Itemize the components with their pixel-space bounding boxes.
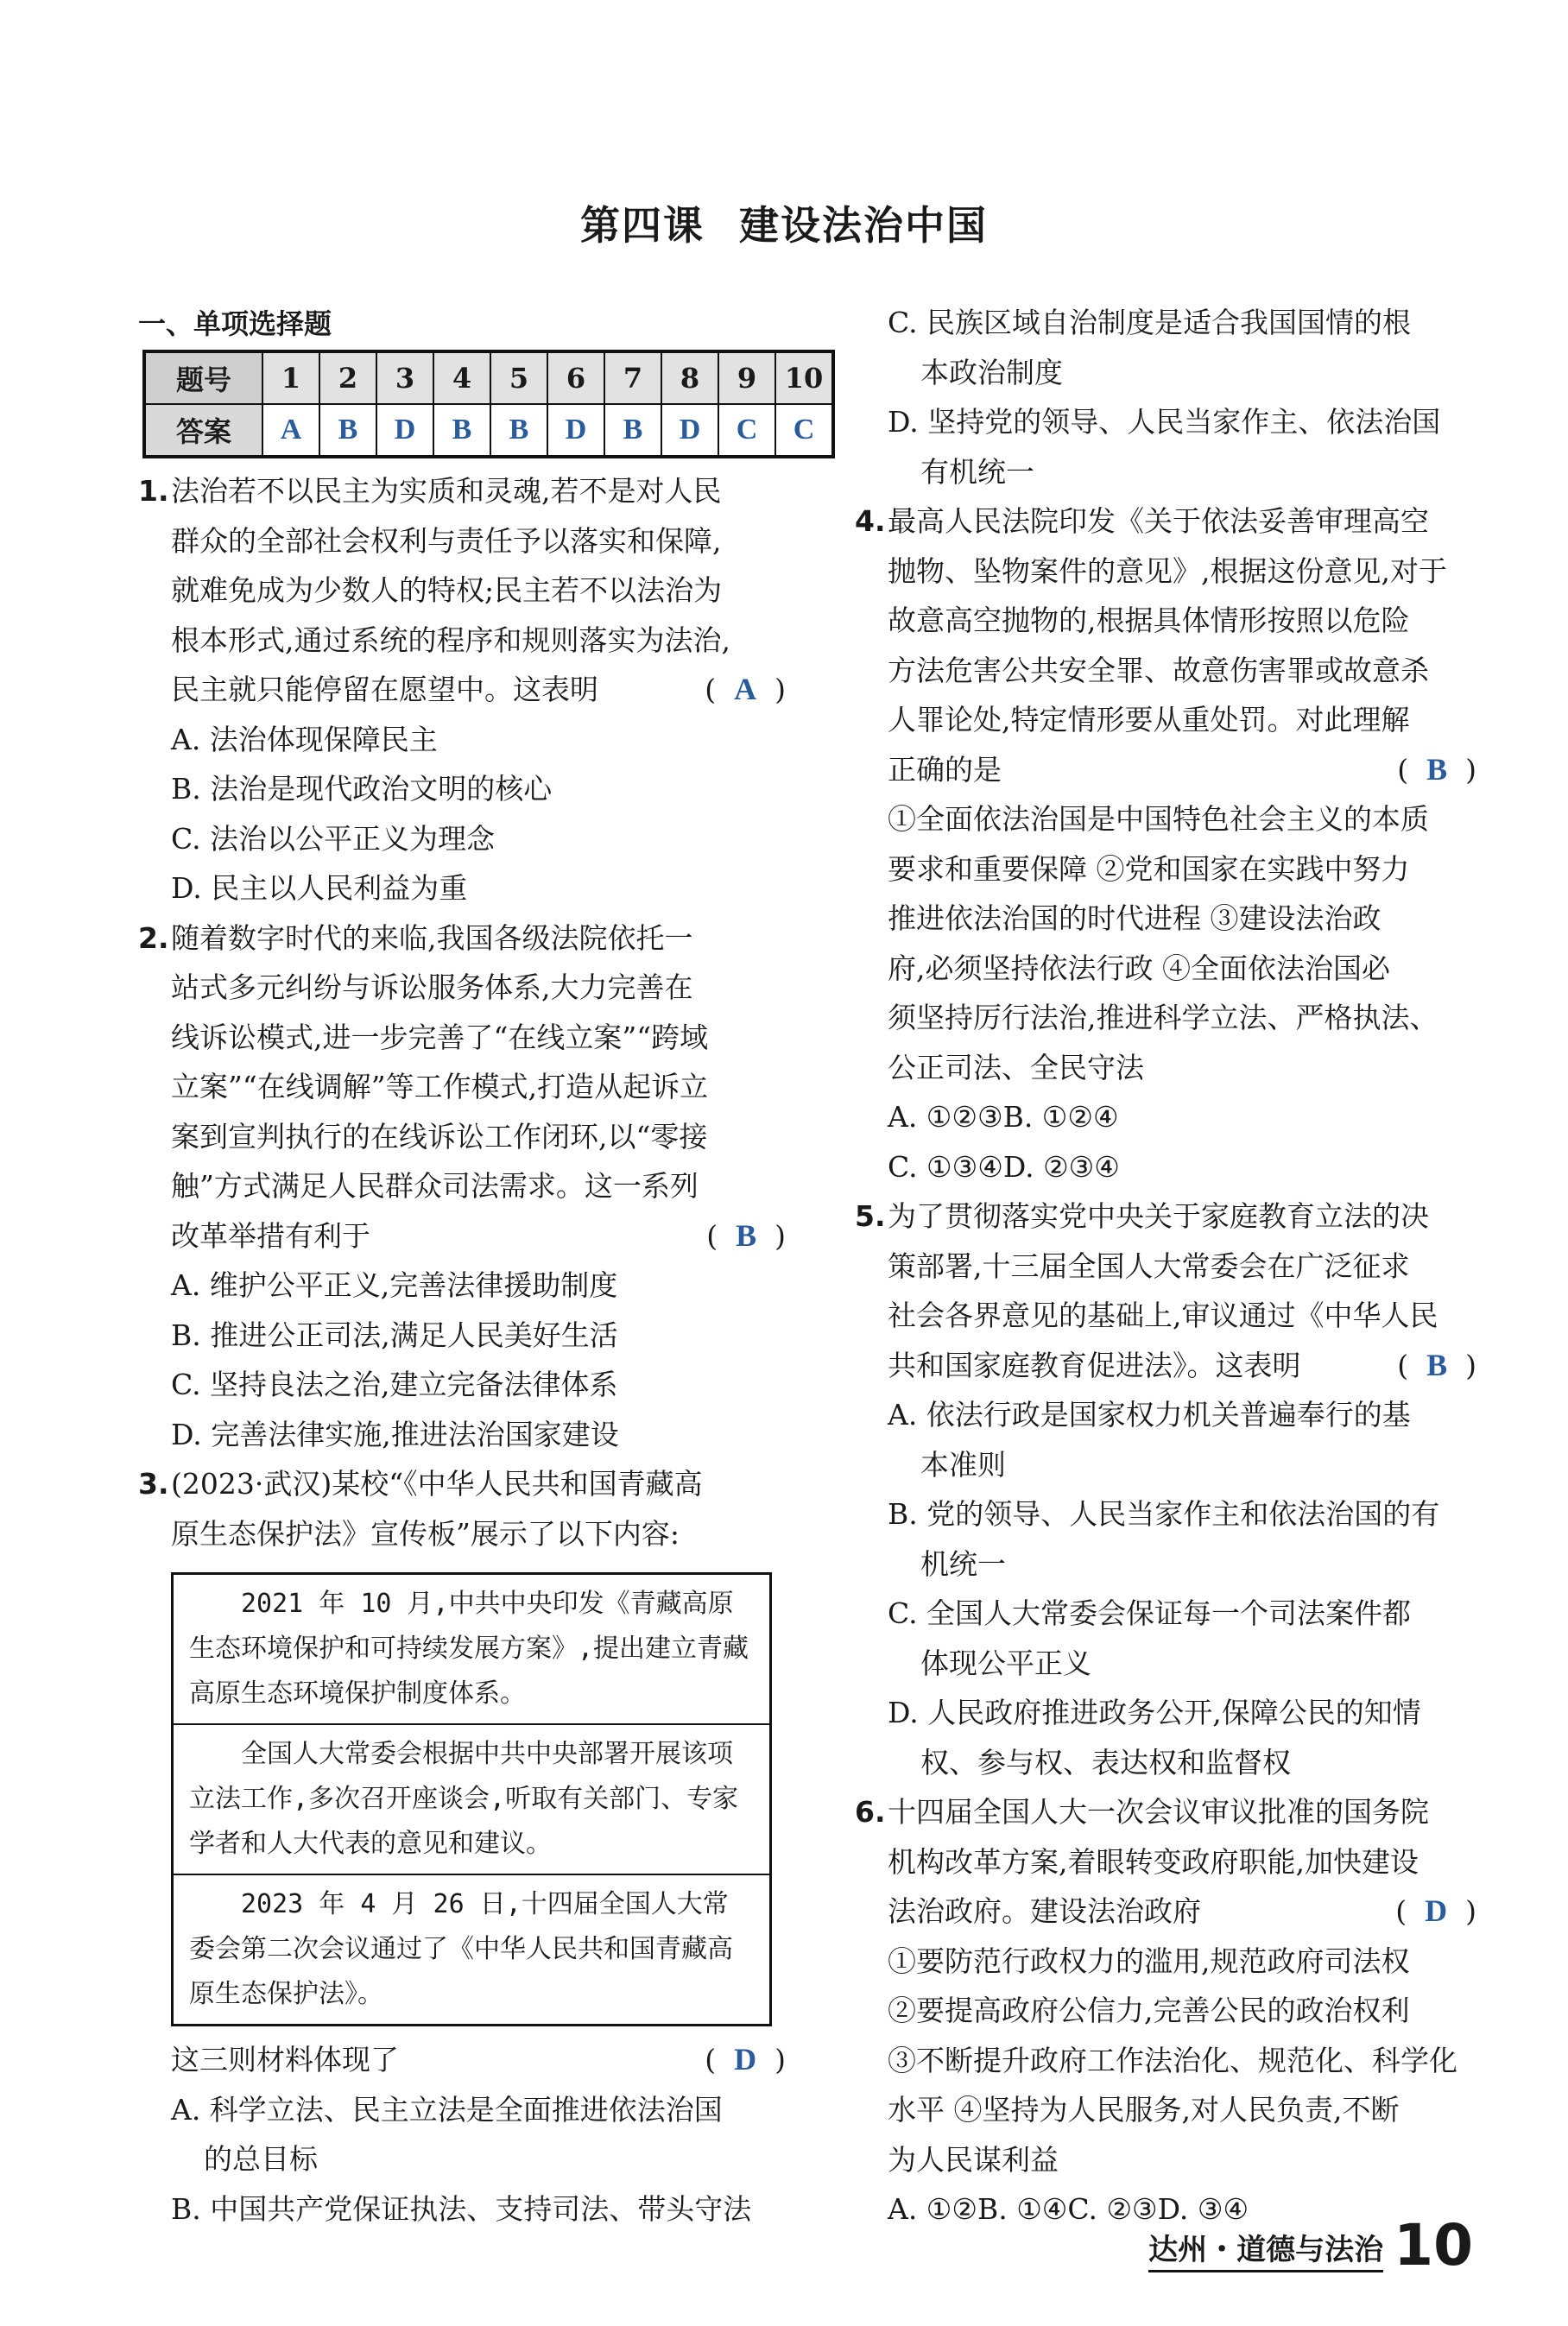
question-text-line: 策部署,十三届全国人大常委会在广泛征求 <box>888 1248 1410 1283</box>
question-text-line: (2023·武汉)某校“《中华人民共和国青藏高 <box>171 1467 703 1501</box>
option-continued: 机统一 <box>920 1546 1006 1581</box>
answer-mark: B <box>736 1217 757 1253</box>
answer-cell: D <box>376 404 433 457</box>
table-cell: 2 <box>319 351 376 404</box>
answer-parenthesis: ( B ) <box>1397 1347 1476 1382</box>
option-continued: 有机统一 <box>920 454 1034 489</box>
statement-line: 推进依法治国的时代进程 ③建设法治政 <box>888 901 1381 935</box>
question-text-line: 触”方式满足人民群众司法需求。这一系列 <box>171 1169 699 1203</box>
question-2 <box>138 913 786 1460</box>
left-column <box>138 466 786 2234</box>
question-text-line: 原生态保护法》宣传板”展示了以下内容: <box>171 1516 680 1551</box>
question-text: 法治政府。建设法治政府 <box>888 1894 1201 1928</box>
option: D. ③④ <box>1157 2192 1249 2226</box>
table-cell: 1 <box>262 351 319 404</box>
page-title <box>0 194 1568 251</box>
statement-line: ③不断提升政府工作法治化、规范化、科学化 <box>888 2043 1457 2077</box>
option: A. 法治体现保障民主 <box>171 722 438 756</box>
question-4 <box>855 496 1476 1191</box>
question-text-line <box>171 1211 786 1261</box>
answer-cell: B <box>433 404 490 457</box>
question-text-line: 案到宣判执行的在线诉讼工作闭环,以“零接 <box>171 1119 708 1154</box>
question-text-line: 机构改革方案,着眼转变政府职能,加快建设 <box>888 1844 1419 1879</box>
question-6 <box>855 1787 1476 2234</box>
question-number: 4. <box>855 504 886 538</box>
answer-cell: D <box>661 404 718 457</box>
option: C. 法治以公平正义为理念 <box>171 821 496 856</box>
statement-line: ①全面依法治国是中国特色社会主义的本质 <box>888 802 1429 836</box>
question-text-line: 为了贯彻落实党中央关于家庭教育立法的决 <box>888 1199 1429 1233</box>
statement-line: 须坚持厉行法治,推进科学立法、严格执法、 <box>888 1001 1438 1034</box>
question-text: 这三则材料体现了 <box>171 2043 399 2076</box>
option: A. 科学立法、民主立法是全面推进依法治国 <box>171 2092 723 2127</box>
footer-subject: 达州・道德与法治 <box>1148 2226 1383 2272</box>
lesson-number: 第四课 <box>580 202 705 249</box>
answer-table-number-row <box>144 351 833 404</box>
option: B. ①④ <box>977 2192 1068 2226</box>
answer-parenthesis: ( B ) <box>1397 751 1476 787</box>
material-item: 2021 年 10 月,中共中央印发《青藏高原生态环境保护和可持续发展方案》,提出建立青藏高原生态环境保护制度体系。 <box>174 1575 769 1725</box>
answer-parenthesis: ( D ) <box>705 2042 786 2076</box>
answer-parenthesis: ( D ) <box>1395 1893 1476 1928</box>
question-5 <box>855 1191 1476 1787</box>
question-number: 6. <box>855 1795 886 1829</box>
table-cell: 8 <box>661 351 718 404</box>
option-continued: 权、参与权、表达权和监督权 <box>920 1745 1291 1779</box>
statement-line: 公正司法、全民守法 <box>888 1050 1144 1084</box>
option-continued: 的总目标 <box>204 2142 318 2176</box>
question-text-line: 方法危害公共安全罪、故意伤害罪或故意杀 <box>888 653 1429 687</box>
table-cell: 7 <box>604 351 661 404</box>
option: C. ①③④ <box>888 1149 1003 1184</box>
row-label-number: 题号 <box>144 351 262 404</box>
question-text-line: 人罪论处,特定情形要从重处罚。对此理解 <box>888 703 1410 736</box>
question-number: 2. <box>138 920 169 955</box>
answer-cell: D <box>547 404 604 457</box>
option: C. ②③ <box>1067 2192 1158 2226</box>
question-text: 改革举措有利于 <box>171 1218 370 1253</box>
material-item: 2023 年 4 月 26 日,十四届全国人大常委会第二次会议通过了《中华人民共和国青藏高原生态保护法》。 <box>189 1889 733 2009</box>
question-number: 1. <box>138 474 169 508</box>
option-continued: 体现公平正义 <box>920 1646 1091 1680</box>
question-text-line <box>171 665 786 715</box>
answer-cell: C <box>775 404 833 457</box>
question-3-options-cont <box>855 298 1476 496</box>
option: D. 民主以人民利益为重 <box>171 871 468 905</box>
question-text-line <box>888 745 1476 795</box>
statement-line: 府,必须坚持依法行政 ④全面依法治国必 <box>888 951 1390 985</box>
option: B. 党的领导、人民当家作主和依法治国的有 <box>888 1497 1440 1531</box>
option: D. 完善法律实施,推进法治国家建设 <box>171 1417 619 1451</box>
question-text-line: 法治若不以民主为实质和灵魂,若不是对人民 <box>171 474 722 508</box>
answer-table-answer-row <box>144 404 833 457</box>
option-row <box>888 1092 1476 1142</box>
answer-parenthesis: ( B ) <box>706 1217 786 1253</box>
question-text-line: 根本形式,通过系统的程序和规则落实为法治, <box>171 623 730 657</box>
answer-cell: B <box>604 404 661 457</box>
question-3-continued <box>138 2035 786 2234</box>
statement-line: ①要防范行政权力的滥用,规范政府司法权 <box>888 1944 1410 1978</box>
table-cell: 6 <box>547 351 604 404</box>
answer-mark: D <box>1425 1893 1448 1928</box>
option: D. ②③④ <box>1002 1149 1120 1184</box>
question-text-line: 抛物、坠物案件的意见》,根据这份意见,对于 <box>888 553 1447 588</box>
option: B. 推进公正司法,满足人民美好生活 <box>171 1318 618 1352</box>
material-box <box>171 1572 772 2026</box>
question-text-line: 立案”“在线调解”等工作模式,打造从起诉立 <box>171 1070 709 1103</box>
answer-table <box>142 350 835 458</box>
question-text: 民主就只能停留在愿望中。这表明 <box>171 673 598 706</box>
question-text-line: 就难免成为少数人的特权;民主若不以法治为 <box>171 573 723 607</box>
option: A. 维护公平正义,完善法律援助制度 <box>171 1268 618 1302</box>
option: B. 中国共产党保证执法、支持司法、带头守法 <box>171 2191 752 2226</box>
question-number: 5. <box>855 1199 886 1233</box>
question-text-line: 十四届全国人大一次会议审议批准的国务院 <box>888 1795 1429 1829</box>
option: C. 坚持良法之治,建立完备法律体系 <box>171 1368 618 1401</box>
statement-line: 要求和重要保障 ②党和国家在实践中努力 <box>888 851 1410 886</box>
option: B. 法治是现代政治文明的核心 <box>171 772 553 806</box>
lesson-title: 建设法治中国 <box>739 202 988 249</box>
question-text-line: 社会各界意见的基础上,审议通过《中华人民 <box>888 1299 1438 1332</box>
question-text-line <box>171 2035 786 2085</box>
answer-cell: C <box>718 404 775 457</box>
option-continued: 本政治制度 <box>920 355 1063 389</box>
question-text-line: 群众的全部社会权利与责任予以落实和保障, <box>171 523 722 558</box>
option: D. 人民政府推进政务公开,保障公民的知情 <box>888 1696 1421 1729</box>
option-continued: 本准则 <box>920 1447 1006 1482</box>
statement-line: ②要提高政府公信力,完善公民的政治权利 <box>888 1994 1410 2027</box>
question-text-line <box>888 1887 1476 1937</box>
answer-mark: A <box>734 672 757 706</box>
table-cell: 10 <box>775 351 833 404</box>
material-item: 全国人大常委会根据中共中央部署开展该项立法工作,多次召开座谈会,听取有关部门、专家学者和人大代表的意见和建议。 <box>174 1725 769 1875</box>
question-number: 3. <box>138 1467 169 1501</box>
answer-cell: B <box>490 404 547 457</box>
option: C. 全国人大常委会保证每一个司法案件都 <box>888 1596 1412 1630</box>
question-text: 正确的是 <box>888 752 1002 787</box>
question-text-line: 线诉讼模式,进一步完善了“在线立案”“跨域 <box>171 1020 709 1054</box>
option: A. 依法行政是国家权力机关普遍奉行的基 <box>888 1398 1411 1432</box>
answer-cell: B <box>319 404 376 457</box>
option: D. 坚持党的领导、人民当家作主、依法治国 <box>888 405 1441 439</box>
question-text-line: 随着数字时代的来临,我国各级法院依托一 <box>171 920 693 955</box>
option: C. 民族区域自治制度是适合我国国情的根 <box>888 306 1412 339</box>
table-cell: 4 <box>433 351 490 404</box>
row-label-answer: 答案 <box>144 404 262 457</box>
right-column <box>855 298 1476 2234</box>
statement-line: 水平 ④坚持为人民服务,对人民负责,不断 <box>888 2093 1400 2127</box>
statement-line: 为人民谋利益 <box>888 2142 1059 2177</box>
answer-cell: A <box>262 404 319 457</box>
option: B. ①②④ <box>1002 1100 1119 1134</box>
answer-mark: D <box>734 2042 757 2076</box>
option-row <box>888 1142 1476 1192</box>
table-cell: 5 <box>490 351 547 404</box>
option: A. ①② <box>888 2192 977 2226</box>
question-3 <box>138 1459 786 1558</box>
question-text-line: 故意高空抛物的,根据具体情形按照以危险 <box>888 604 1410 637</box>
question-text-line: 站式多元纠纷与诉讼服务体系,大力完善在 <box>171 970 693 1004</box>
section-title: 一、单项选择题 <box>138 307 332 340</box>
table-cell: 9 <box>718 351 775 404</box>
page-number: 10 <box>1394 2212 1473 2279</box>
table-cell: 3 <box>376 351 433 404</box>
option: A. ①②③ <box>888 1100 1003 1134</box>
question-text-line: 最高人民法院印发《关于依法妥善审理高空 <box>888 504 1429 538</box>
page-footer <box>1148 2212 1473 2279</box>
answer-mark: B <box>1426 751 1448 787</box>
question-text: 共和国家庭教育促进法》。这表明 <box>888 1348 1301 1382</box>
question-text-line <box>888 1341 1476 1391</box>
question-1 <box>138 466 786 913</box>
answer-mark: B <box>1426 1347 1448 1382</box>
answer-parenthesis: ( A ) <box>705 672 786 706</box>
